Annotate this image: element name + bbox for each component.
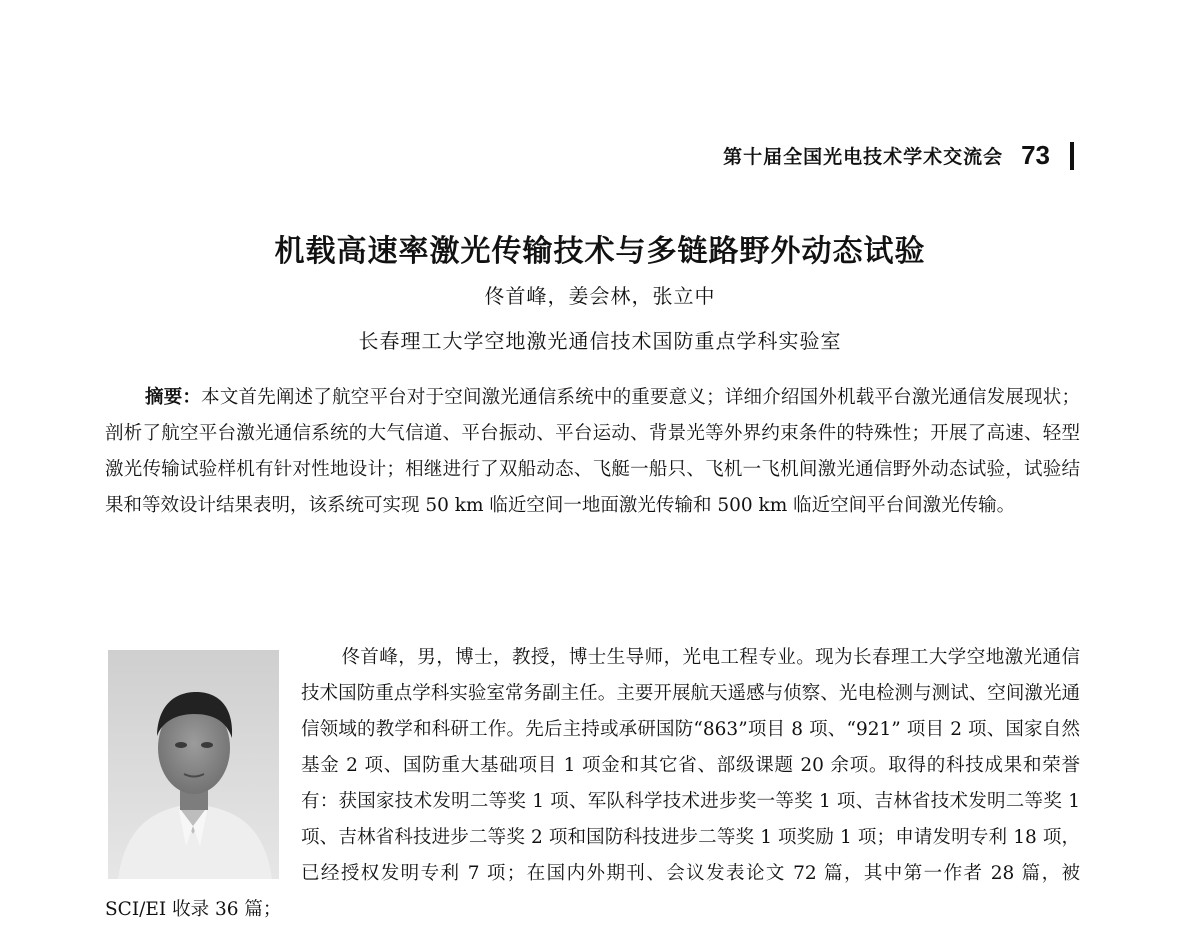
running-header [723,140,1074,171]
paper-affiliation: 长春理工大学空地激光通信技术国防重点学科实验室 [358,329,842,353]
header-rule [1070,142,1074,170]
paper-title: 机载高速率激光传输技术与多链路野外动态试验 [274,234,926,269]
abstract-text: 本文首先阐述了航空平台对于空间激光通信系统中的重要意义；详细介绍国外机载平台激光通信发展现状；剖析了航空平台激光通信系统的大气信道、平台振动、平台运动、背景光等外界约束条件的特殊性；开展了高速、轻型激光传输试验样机有针对性地设计；相继进行了双船动态、飞艇一船只、飞机一飞机间激光通信野外动态试验，试验结果和等效设计结果表明，该系统可实现 50 km 临近空间一地面激光传输和 500 km 临近空间平台间激光传输。 [105,387,1080,516]
abstract [105,380,1080,524]
author-photo [108,650,279,879]
abstract-label: 摘要： [145,387,202,408]
journal-name: 第十届全国光电技术学术交流会 [723,146,1004,168]
author-bio-text: 佟首峰，男，博士，教授，博士生导师，光电工程专业。现为长春理工大学空地激光通信技术国防重点学科实验室常务副主任。主要开展航天遥感与侦察、光电检测与测试、空间激光通信领域的教学和科研工作。先后主持或承研国防“863”项目 8 项、“921” 项目 2 项、国家自然基金 2 项、国防重大基础项目 1 项金和其它省、部级课题 20 余项。取得的科技成果和荣誉有：获国家技术发明二等奖 1 项、军队科学技术进步奖一等奖 1 项、吉林省技术发明二等奖 1 项、吉林省科技进步二等奖 2 项和国防科技进步二等奖 1 项奖励 1 项；申请发明专利 18 项，已经授权发明专利 7 项；在国内外期刊、会议发表论文 72 篇，其中第一作者 28 篇，被 SCI/EI 收录 36 篇； [105,647,1080,920]
page-number: 73 [1021,140,1050,170]
paper-authors: 佟首峰，姜会林，张立中 [484,284,716,308]
